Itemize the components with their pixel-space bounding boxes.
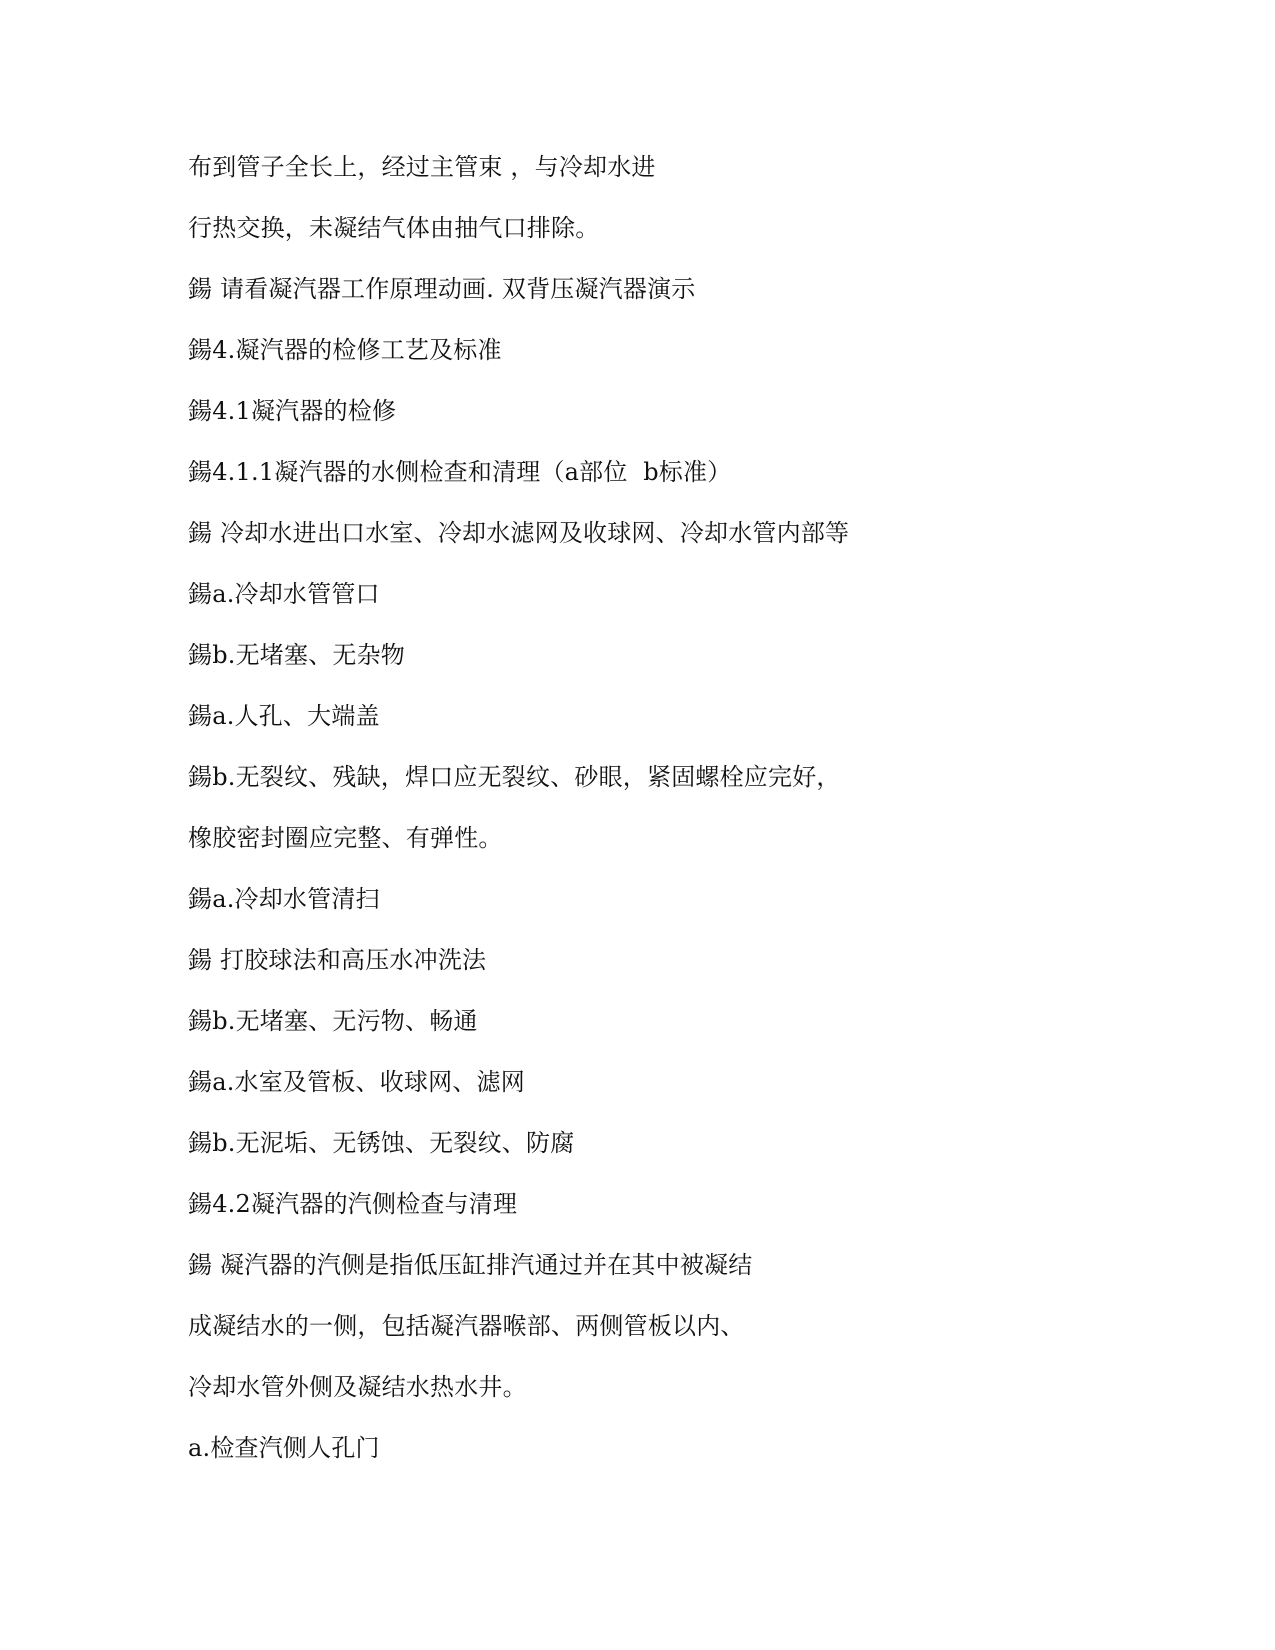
list-item: 鍚a.水室及管板、收球网、滤网 — [188, 1068, 525, 1096]
list-item: 鍚a.冷却水管管口 — [188, 580, 380, 608]
text-line: 布到管子全长上，经过主管束 ，与冷却水进 — [188, 153, 656, 181]
section-heading: 鍚4.2凝汽器的汽侧检查与清理 — [188, 1190, 518, 1218]
list-item: a.检查汽侧人孔门 — [188, 1434, 380, 1462]
text-line: 鍚 凝汽器的汽侧是指低压缸排汽通过并在其中被凝结 — [188, 1251, 753, 1279]
list-item: 鍚b.无堵塞、无杂物 — [188, 641, 405, 669]
list-item: 鍚a.人孔、大端盖 — [188, 702, 380, 730]
text-line: 成凝结水的一侧，包括凝汽器喉部、两侧管板以内、 — [188, 1312, 745, 1340]
list-item: 鍚a.冷却水管清扫 — [188, 885, 380, 913]
text-line: 鍚 打胶球法和高压水冲洗法 — [188, 946, 487, 974]
section-heading: 鍚4.1.1凝汽器的水侧检查和清理（a部位 b标准） — [188, 458, 732, 486]
text-line: 橡胶密封圈应完整、有弹性。 — [188, 824, 503, 852]
list-item: 鍚b.无泥垢、无锈蚀、无裂纹、防腐 — [188, 1129, 575, 1157]
text-line: 冷却水管外侧及凝结水热水井。 — [188, 1373, 527, 1401]
document-body — [188, 145, 1108, 1487]
section-heading: 鍚4.凝汽器的检修工艺及标准 — [188, 336, 502, 364]
text-line: 鍚 冷却水进出口水室、冷却水滤网及收球网、冷却水管内部等 — [188, 519, 850, 547]
text-line: 行热交换，未凝结气体由抽气口排除。 — [188, 214, 600, 242]
list-item: 鍚b.无堵塞、无污物、畅通 — [188, 1007, 478, 1035]
list-item: 鍚b.无裂纹、残缺，焊口应无裂纹、砂眼，紧固螺栓应完好， — [188, 763, 841, 791]
section-heading: 鍚4.1凝汽器的检修 — [188, 397, 397, 425]
text-line: 鍚 请看凝汽器工作原理动画. 双背压凝汽器演示 — [188, 275, 696, 303]
